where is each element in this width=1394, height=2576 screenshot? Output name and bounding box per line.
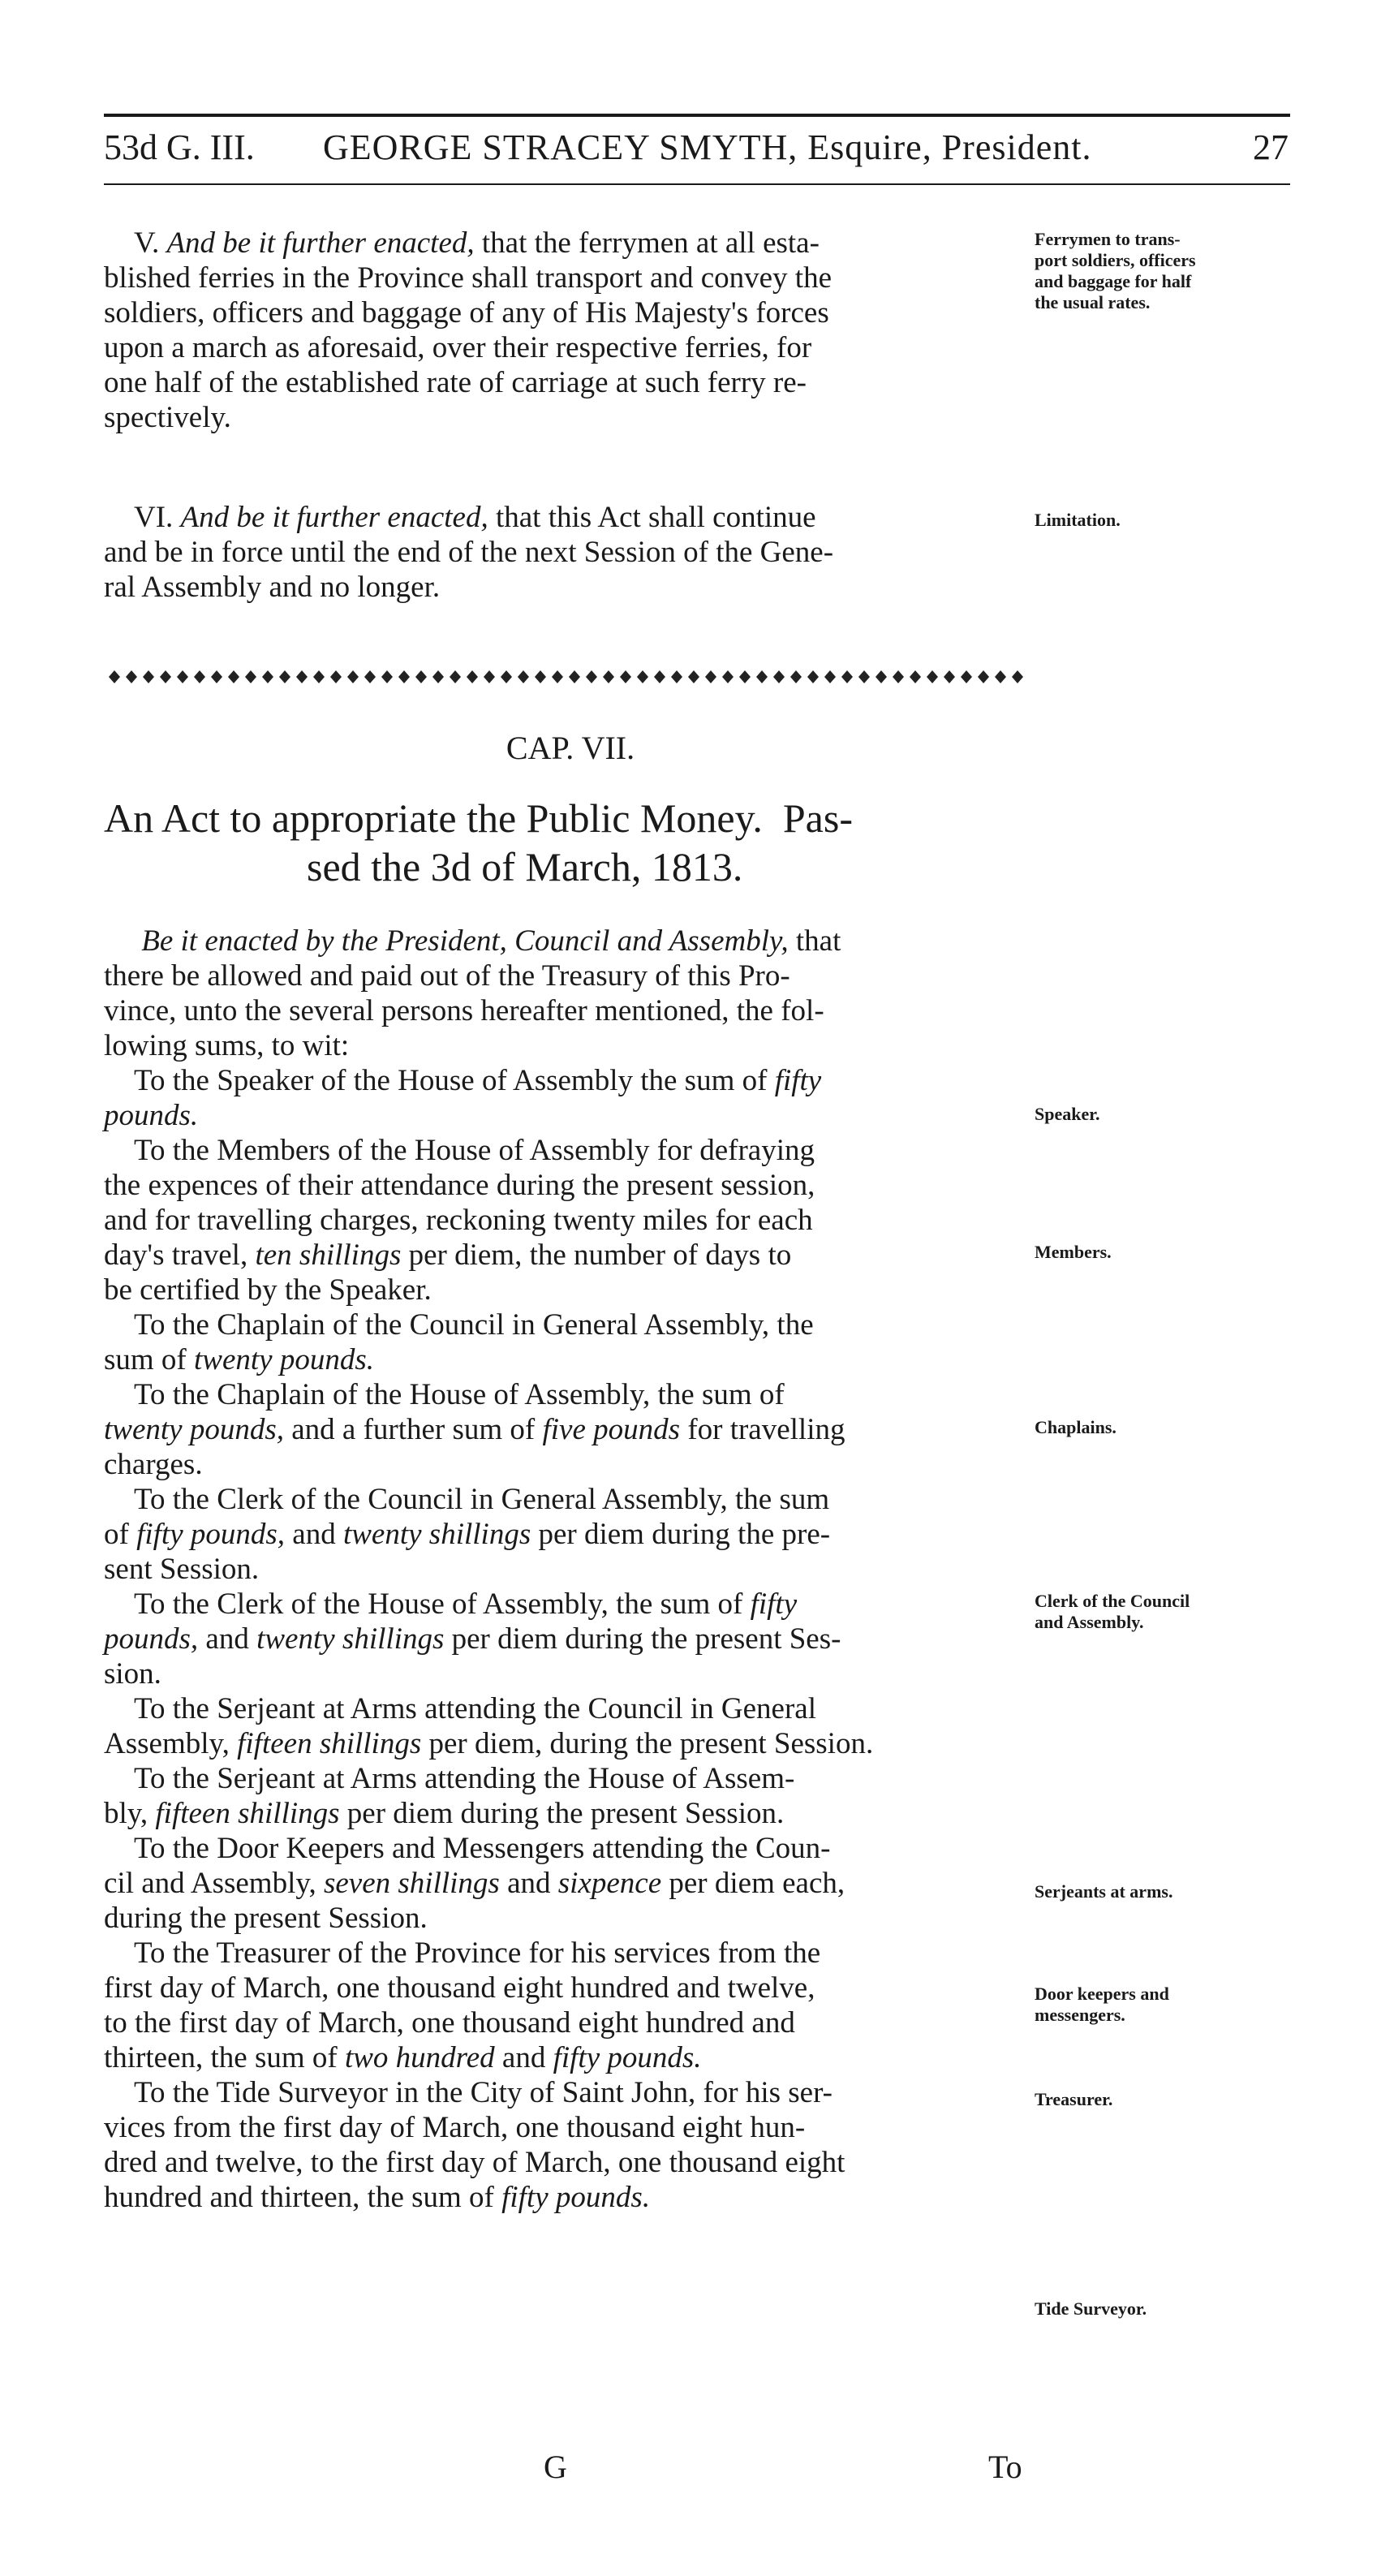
text-line: that the ferrymen at all esta- — [481, 226, 820, 260]
text: per diem during the present Session. — [339, 1797, 785, 1830]
amount: twenty shillings — [256, 1622, 445, 1656]
text-line: sion. — [104, 1657, 161, 1691]
ornament-glyph — [773, 670, 785, 683]
margin-note-clerk-council — [1035, 1591, 1190, 1633]
amount: two hundred — [344, 2041, 495, 2074]
section-v-number: V. — [134, 226, 160, 260]
amount: fifteen shillings — [155, 1797, 340, 1830]
margin-line: port soldiers, officers — [1035, 250, 1196, 270]
margin-line: messengers. — [1035, 2005, 1125, 2025]
ornament-glyph — [228, 670, 239, 683]
running-header — [104, 127, 1289, 175]
amount: seven shillings — [323, 1867, 500, 1900]
ornament-glyph — [450, 670, 461, 683]
header-top-rule — [104, 114, 1290, 117]
margin-note-serjeants: Serjeants at arms. — [1035, 1881, 1173, 1902]
margin-note-door-keepers — [1035, 1984, 1169, 2026]
ornament-glyph — [501, 670, 512, 683]
text-line: To the Door Keepers and Messengers attending the Coun- — [134, 1832, 831, 1865]
text-line: To the Chaplain of the Council in General Assembly, the — [134, 1308, 814, 1342]
ornament-glyph — [858, 670, 870, 683]
ornament-glyph — [467, 670, 478, 683]
margin-note-limitation: Limitation. — [1035, 510, 1121, 530]
ornament-glyph — [603, 670, 614, 683]
ornament-glyph — [143, 670, 154, 683]
text-line: dred and twelve, to the first day of March, one thousand eight — [104, 2146, 845, 2179]
ornament-glyph — [279, 670, 290, 683]
text: day's travel, — [104, 1238, 256, 1272]
ornament-glyph — [160, 670, 171, 683]
margin-line: Ferrymen to trans- — [1035, 229, 1181, 249]
ornament-glyph — [330, 670, 342, 683]
ornament-glyph — [944, 670, 955, 683]
text-line: during the present Session. — [104, 1902, 428, 1935]
margin-line: and baggage for half — [1035, 271, 1192, 291]
amount: fifty pounds. — [553, 2041, 702, 2074]
amount: fifty pounds. — [501, 2181, 651, 2214]
margin-note-ferrymen — [1035, 229, 1196, 313]
enacting-clause: Be it enacted by the President, Council and Assembly, — [141, 924, 789, 958]
amount: fifteen shillings — [237, 1727, 422, 1760]
amount: twenty pounds, — [104, 1413, 284, 1446]
text-line: first day of March, one thousand eight hundred and twelve, — [104, 1971, 815, 2005]
ornament-glyph — [910, 670, 921, 683]
text: hundred and thirteen, the sum of — [104, 2181, 502, 2214]
section-vi-enacting: And be it further enacted, — [180, 501, 488, 534]
text: and — [494, 2041, 553, 2074]
text: bly, — [104, 1797, 156, 1830]
ornament-glyph — [313, 670, 325, 683]
ornament-glyph — [535, 670, 546, 683]
ornament-glyph — [126, 670, 137, 683]
text: Assembly, — [104, 1727, 238, 1760]
ornament-glyph — [893, 670, 904, 683]
text: per diem each, — [661, 1867, 845, 1900]
ornament-glyph — [381, 670, 393, 683]
text-line: and be in force until the end of the next Session of the Gene- — [104, 536, 834, 569]
appropriation-items — [104, 1063, 1037, 2215]
text-line: that — [795, 924, 841, 958]
ornament-glyph — [211, 670, 222, 683]
running-title: GEORGE STRACEY SMYTH, Esquire, President. — [323, 127, 1092, 167]
ornament-glyph — [296, 670, 308, 683]
ornament-glyph — [1012, 670, 1023, 683]
ornament-glyph — [109, 670, 120, 683]
ornament-glyph — [586, 670, 597, 683]
text: To the Speaker of the House of Assembly the sum of — [134, 1064, 775, 1097]
text: and — [198, 1622, 257, 1656]
ornament-glyph — [364, 670, 376, 683]
ornament-glyph — [245, 670, 256, 683]
ornament-glyph — [927, 670, 938, 683]
text-line: blished ferries in the Province shall transport and convey the — [104, 261, 832, 295]
text-line: vince, unto the several persons hereafter mentioned, the fol- — [104, 994, 824, 1027]
text-line: one half of the established rate of carriage at such ferry re- — [104, 366, 807, 399]
amount: sixpence — [557, 1867, 662, 1900]
text-line: ral Assembly and no longer. — [104, 571, 441, 604]
ornament-glyph — [398, 670, 410, 683]
text-line: sent Session. — [104, 1553, 260, 1586]
text: and — [499, 1867, 558, 1900]
header-bottom-rule — [104, 183, 1290, 185]
margin-note-treasurer: Treasurer. — [1035, 2089, 1113, 2109]
page-number: 27 — [1253, 127, 1289, 167]
text-line: To the Tide Surveyor in the City of Saint John, for his ser- — [134, 2076, 833, 2109]
section-vi-number: VI. — [134, 501, 174, 534]
text: To the Clerk of the House of Assembly, the sum of — [134, 1587, 751, 1621]
text: per diem during the present Ses- — [444, 1622, 841, 1656]
margin-note-tide-surveyor: Tide Surveyor. — [1035, 2298, 1147, 2319]
ornament-glyph — [807, 670, 819, 683]
text: of — [104, 1518, 137, 1551]
text-line: To the Members of the House of Assembly for defraying — [134, 1134, 815, 1167]
text: sum of — [104, 1343, 194, 1376]
ornament-glyph — [790, 670, 802, 683]
text-line: there be allowed and paid out of the Treasury of this Pro- — [104, 959, 790, 993]
ornament-glyph — [262, 670, 273, 683]
ornament-glyph — [688, 670, 699, 683]
text-line: the expences of their attendance during the present session, — [104, 1169, 815, 1202]
act-title — [104, 794, 1037, 891]
ornament-glyph — [432, 670, 444, 683]
ornament-glyph — [415, 670, 427, 683]
ornament-glyph — [739, 670, 751, 683]
margin-note-speaker: Speaker. — [1035, 1104, 1100, 1124]
amount: fifty — [750, 1587, 798, 1621]
amount: pounds. — [104, 1099, 199, 1132]
ornament-glyph — [876, 670, 887, 683]
amount: twenty shillings — [342, 1518, 531, 1551]
ornament-glyph — [552, 670, 563, 683]
ornament-glyph — [671, 670, 682, 683]
ornament-glyph — [177, 670, 188, 683]
ornamental-rule — [104, 666, 1037, 694]
text-line: To the Serjeant at Arms attending the House of Assem- — [134, 1762, 795, 1795]
text: thirteen, the sum of — [104, 2041, 345, 2074]
text-line: be certified by the Speaker. — [104, 1273, 432, 1307]
text-line: upon a march as aforesaid, over their respective ferries, for — [104, 331, 812, 364]
item-speaker-l1 — [104, 1063, 1037, 1098]
chapter-number: CAP. VII. — [506, 730, 635, 766]
text-line: vices from the first day of March, one thousand eight hun- — [104, 2111, 806, 2144]
text: for travelling — [680, 1413, 845, 1446]
margin-line: Clerk of the Council — [1035, 1591, 1190, 1611]
ornament-graphic — [104, 666, 1037, 688]
ornament-glyph — [961, 670, 972, 683]
margin-note-chaplains: Chaplains. — [1035, 1417, 1116, 1437]
text-line: To the Treasurer of the Province for his services from the — [134, 1936, 821, 1970]
text: and — [285, 1518, 343, 1551]
text-line: charges. — [104, 1448, 203, 1481]
margin-line: the usual rates. — [1035, 292, 1151, 312]
text-line: To the Serjeant at Arms attending the Council in General — [134, 1692, 816, 1725]
preamble — [104, 924, 1037, 1063]
ornament-glyph — [722, 670, 734, 683]
text-line: spectively. — [104, 401, 231, 434]
ornament-glyph — [518, 670, 529, 683]
text-line: To the Clerk of the Council in General Assembly, the sum — [134, 1483, 830, 1516]
ornament-glyph — [705, 670, 716, 683]
amount: fifty pounds, — [136, 1518, 286, 1551]
act-title-line2: sed the 3d of March, 1813. — [307, 844, 743, 890]
ornament-glyph — [756, 670, 768, 683]
ornament-glyph — [841, 670, 853, 683]
amount: twenty pounds. — [194, 1343, 374, 1376]
text-line: that this Act shall continue — [495, 501, 816, 534]
ornament-glyph — [824, 670, 836, 683]
signature-mark: G — [544, 2449, 567, 2485]
regnal-year: 53d G. III. — [104, 127, 255, 167]
ornament-glyph — [620, 670, 631, 683]
ornament-glyph — [347, 670, 359, 683]
text-line: and for travelling charges, reckoning twenty miles for each — [104, 1204, 813, 1237]
text-line: To the Chaplain of the House of Assembly, the sum of — [134, 1378, 785, 1411]
ornament-glyph — [484, 670, 495, 683]
amount: ten shillings — [255, 1238, 402, 1272]
section-vi — [104, 500, 1037, 605]
ornament-glyph — [569, 670, 580, 683]
text-line: soldiers, officers and baggage of any of His Majesty's forces — [104, 296, 829, 330]
text-line: lowing sums, to wit: — [104, 1029, 350, 1062]
text: per diem, the number of days to — [401, 1238, 792, 1272]
amount: fifty — [774, 1064, 822, 1097]
catchword: To — [988, 2449, 1022, 2485]
act-title-line1: An Act to appropriate the Public Money. Pas- — [104, 795, 853, 841]
text-line: to the first day of March, one thousand eight hundred and — [104, 2006, 795, 2040]
text: per diem during the pre- — [531, 1518, 831, 1551]
text: per diem, during the present Session. — [421, 1727, 874, 1760]
amount: pounds, — [104, 1622, 199, 1656]
margin-line: Door keepers and — [1035, 1984, 1169, 2004]
text: cil and Assembly, — [104, 1867, 324, 1900]
margin-note-members: Members. — [1035, 1242, 1112, 1262]
margin-line: and Assembly. — [1035, 1612, 1144, 1632]
ornament-glyph — [194, 670, 205, 683]
section-v-enacting: And be it further enacted, — [166, 226, 475, 260]
ornament-glyph — [978, 670, 989, 683]
amount: five pounds — [542, 1413, 681, 1446]
ornament-glyph — [637, 670, 648, 683]
text: and a further sum of — [283, 1413, 543, 1446]
ornament-glyph — [654, 670, 665, 683]
section-v — [104, 226, 1037, 435]
ornament-glyph — [995, 670, 1006, 683]
